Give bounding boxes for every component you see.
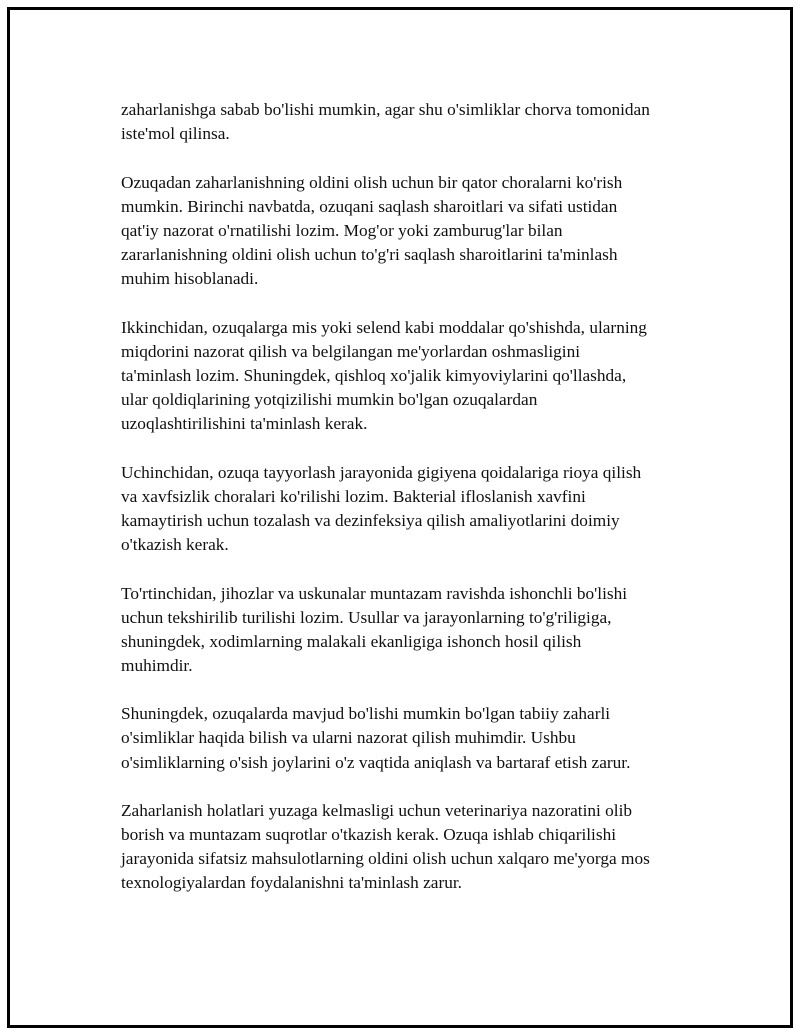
paragraph: Ikkinchidan, ozuqalarga mis yoki selend kabi moddalar qo'shishda, ularning miqdorini nazorat qilish va belgilangan me'yorlardan oshmasligini ta'minlash lozim. Shuningdek, qishloq xo'jalik kimyoviylarini qo'llashda, ular qoldiqlarining yotqizilishi mumkin bo'lgan ozuqalardan uzoqlashtirilishini ta'minlash kerak. — [121, 317, 647, 434]
paragraph: zaharlanishga sabab bo'lishi mumkin, agar shu o'simliklar chorva tomonidan iste'mol qilinsa. — [121, 100, 650, 144]
paragraph: To'rtinchidan, jihozlar va uskunalar muntazam ravishda ishonchli bo'lishi uchun tekshirilib turilishi lozim. Usullar va jarayonlarning to'g'riligiga, shuningdek, xodimlarning malakali ekanligiga ishonch hosil qilish muhimdir. — [121, 583, 628, 675]
paragraph: Shuningdek, ozuqalarda mavjud bo'lishi mumkin bo'lgan tabiiy zaharli o'simliklar haqida bilish va ularni nazorat qilish muhimdir. Ushbu o'simliklarning o'sish joylarini o'z vaqtida aniqlash va bartaraf etish zarur. — [121, 704, 631, 772]
document-body — [121, 98, 696, 896]
paragraph: Zaharlanish holatlari yuzaga kelmasligi uchun veterinariya nazoratini olib borish va muntazam suqrotlar o'tkazish kerak. Ozuqa ishlab chiqarilishi jarayonida sifatsiz mahsulotlarning oldini olish uchun xalqaro me'yorga mos texnologiyalardan foydalanishni ta'minlash zarur. — [121, 801, 650, 893]
paragraph: Ozuqadan zaharlanishning oldini olish uchun bir qator choralarni ko'rish mumkin. Birinchi navbatda, ozuqani saqlash sharoitlari va sifati ustidan qat'iy nazorat o'rnatilishi lozim. Mog'or yoki zamburug'lar bilan zararlanishning oldini olish uchun to'g'ri saqlash sharoitlarini ta'minlash muhim hisoblanadi. — [121, 172, 623, 289]
paragraph: Uchinchidan, ozuqa tayyorlash jarayonida gigiyena qoidalariga rioya qilish va xavfsizlik choralari ko'rilishi lozim. Bakterial ifloslanish xavfini kamaytirish uchun tozalash va dezinfeksiya qilish amaliyotlarini doimiy o'tkazish kerak. — [121, 462, 642, 554]
page-frame — [7, 7, 793, 1028]
